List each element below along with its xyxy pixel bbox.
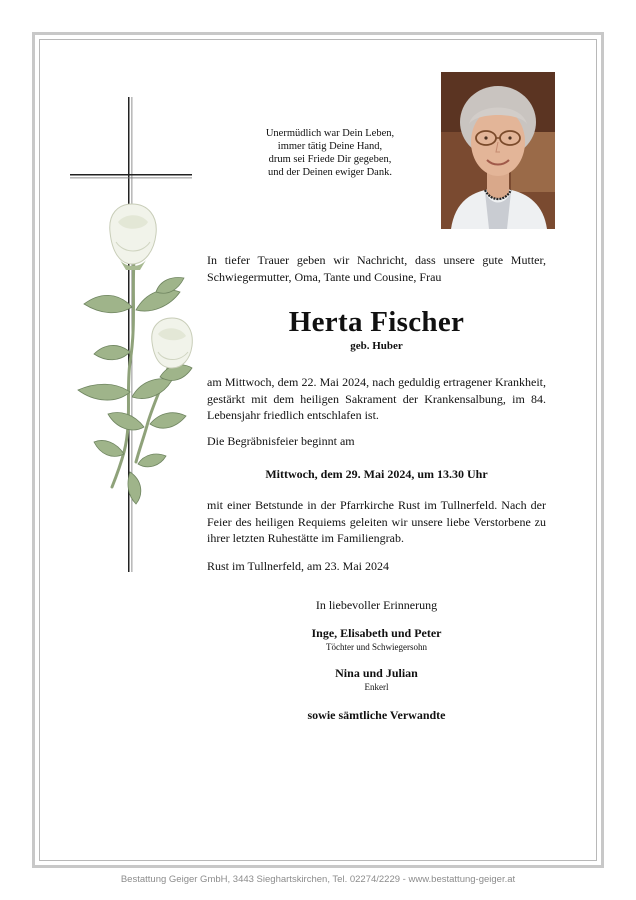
- mourners-group-2-names: Nina und Julian: [335, 666, 418, 680]
- funeral-date: Mittwoch, dem 29. Mai 2024, um 13.30 Uhr: [265, 467, 488, 481]
- funeral-intro: Die Begräbnisfeier beginnt am: [207, 434, 355, 448]
- mourners-group-1-relation: Töchter und Schwiegersohn: [326, 642, 427, 652]
- poem-line: Unermüdlich war Dein Leben,: [265, 128, 395, 139]
- maiden-name: geb. Huber: [350, 340, 403, 352]
- death-notice-text: am Mittwoch, dem 22. Mai 2024, nach geduldig ertragener Krankheit, gestärkt mit dem heiligen Sakrament der Krankensalbung, im 84. Lebensjahr friedlich entschlafen ist.: [207, 375, 546, 422]
- mourners-closing: sowie sämtliche Verwandte: [307, 708, 446, 722]
- portrait-photo: [441, 72, 555, 229]
- mourning-intro: In tiefer Trauer geben wir Nachricht, dass unsere gute Mutter, Schwiegermutter, Oma, Tante und Cousine, Frau: [207, 253, 546, 284]
- mourners-group-2-relation: Enkerl: [364, 682, 389, 692]
- memorial-poem: [240, 127, 420, 179]
- white-rose-middle: [152, 318, 193, 368]
- funeral-home-footer: Bestattung Geiger GmbH, 3443 Sieghartskirchen, Tel. 02274/2229 - www.bestattung-geiger.at: [120, 874, 516, 885]
- mourners-group-1-names: Inge, Elisabeth und Peter: [311, 626, 442, 640]
- funeral-details: mit einer Betstunde in der Pfarrkirche Rust im Tullnerfeld. Nach der Feier des heiligen Requiems geleiten wir unsere liebe Verstorbene zu ihrer letzten Ruhestätte im Familiengrab.: [207, 498, 546, 545]
- poem-line: drum sei Friede Dir gegeben,: [268, 154, 392, 165]
- rose-leaves: [78, 278, 192, 504]
- cross-with-roses-illustration: [60, 92, 220, 582]
- poem-line: immer tätig Deine Hand,: [277, 141, 383, 152]
- remembrance-line: In liebevoller Erinnerung: [315, 598, 438, 612]
- deceased-name: Herta Fischer: [288, 306, 465, 338]
- poem-line: und der Deinen ewiger Dank.: [268, 167, 392, 178]
- white-rose-top: [110, 204, 157, 270]
- place-and-date: Rust im Tullnerfeld, am 23. Mai 2024: [207, 559, 390, 573]
